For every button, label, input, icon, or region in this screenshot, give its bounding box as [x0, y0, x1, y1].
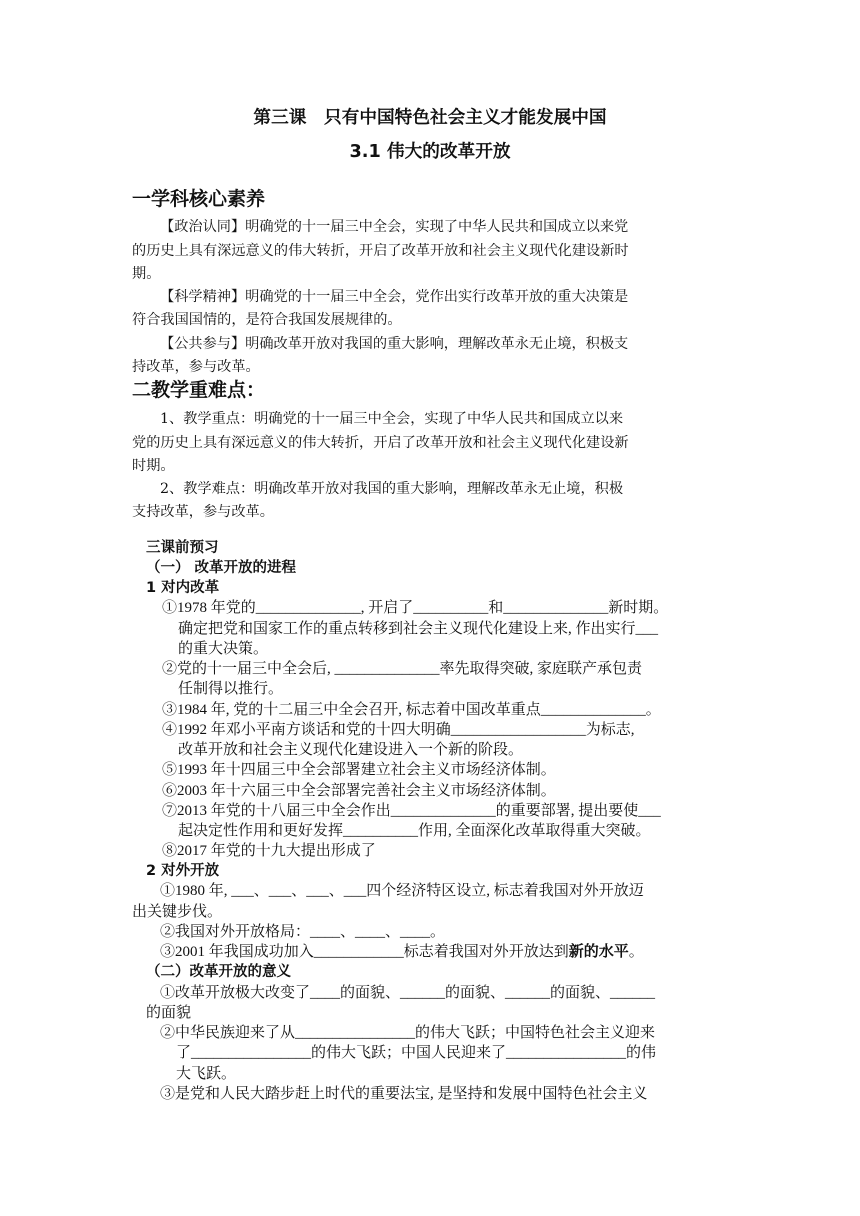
section-heading-preview: 三课前预习 [146, 540, 219, 556]
paragraph-line: 1、教学重点：明确党的十一届三中全会，实现了中华人民共和国成立以来 [160, 411, 624, 427]
page-subtitle: 3.1 伟大的改革开放 [349, 142, 511, 162]
paragraph-line: 【政治认同】明确党的十一届三中全会，实现了中华人民共和国成立以来党 [160, 219, 629, 235]
exercise-line: 的面貌 [146, 1005, 192, 1021]
paragraph-line: 持改革，参与改革。 [132, 359, 260, 375]
page-title: 第三课 只有中国特色社会主义才能发展中国 [253, 108, 607, 128]
paragraph-line: 党的历史上具有深远意义的伟大转折，开启了改革开放和社会主义现代化建设新 [132, 435, 629, 451]
paragraph-line: 时期。 [132, 458, 175, 474]
paragraph-line: 期。 [132, 266, 161, 282]
subsection-heading: （一） 改革开放的进程 [146, 560, 297, 576]
subsection-heading: （二）改革开放的意义 [146, 964, 291, 980]
exercise-line: 改革开放和社会主义现代化建设进入一个新的阶段。 [178, 742, 524, 758]
exercise-line: ⑥2003 年十六届三中全会部署完善社会主义市场经济体制。 [162, 783, 556, 799]
exercise-line: 大飞跃。 [176, 1066, 237, 1082]
exercise-line: 确定把党和国家工作的重点转移到社会主义现代化建设上来, 作出实行___ [178, 621, 659, 637]
exercise-line: 起决定性作用和更好发挥__________作用, 全面深化改革取得重大突破。 [178, 823, 651, 839]
exercise-line: 了________________的伟大飞跃；中国人民迎来了________________的伟 [176, 1045, 657, 1061]
exercise-line [160, 940, 644, 961]
paragraph-line: 2、教学难点：明确改革开放对我国的重大影响，理解改革永无止境，积极 [160, 481, 624, 497]
section-heading-core-literacy: 一学科核心素养 [132, 188, 266, 210]
paragraph-line: 符合我国国情的，是符合我国发展规律的。 [132, 312, 402, 328]
exercise-line: ⑦2013 年党的十八届三中全会作出______________的重要部署, 提出要使___ [162, 803, 661, 819]
paragraph-line: 【科学精神】明确党的十一届三中全会，党作出实行改革开放的重大决策是 [160, 289, 629, 305]
exercise-line: 出关键步伐。 [132, 904, 223, 920]
paragraph-line: 【公共参与】明确改革开放对我国的重大影响，理解改革永无止境，积极支 [160, 336, 629, 352]
exercise-line: ④1992 年邓小平南方谈话和党的十四大明确__________________为标志, [162, 722, 635, 738]
subsection-heading: 2 对外开放 [146, 863, 220, 879]
subsection-heading: 1 对内改革 [146, 580, 220, 596]
exercise-line: ①改革开放极大改变了____的面貌、______的面貌、______的面貌、______ [160, 985, 656, 1001]
exercise-line: ①1978 年党的______________, 开启了__________和______________新时期。 [162, 600, 669, 616]
exercise-line: ①1980 年, ___、___、___、___四个经济特区设立, 标志着我国对外开放迈 [160, 883, 644, 899]
section-heading-key-points: 二教学重难点： [132, 379, 266, 401]
exercise-text-bold: 新的水平 [568, 944, 629, 960]
exercise-line: 的重大决策。 [178, 641, 269, 657]
exercise-text: ③2001 年我国成功加入____________标志着我国对外开放达到 [160, 944, 569, 960]
exercise-line: ②我国对外开放格局：____、____、____。 [160, 924, 446, 940]
exercise-text: 。 [628, 944, 644, 960]
paragraph-line: 支持改革，参与改革。 [132, 504, 274, 520]
exercise-line: ②党的十一届三中全会后, ______________率先取得突破, 家庭联产承包责 [162, 661, 643, 677]
exercise-line: ③是党和人民大踏步赶上时代的重要法宝, 是坚持和发展中国特色社会主义 [160, 1086, 648, 1102]
exercise-line: ②中华民族迎来了从________________的伟大飞跃；中国特色社会主义迎来 [160, 1025, 656, 1041]
exercise-line: ⑧2017 年党的十九大提出形成了 [162, 843, 376, 859]
exercise-line: 任制得以推行。 [178, 681, 284, 697]
exercise-line: ③1984 年, 党的十二届三中全会召开, 标志着中国改革重点______________。 [162, 702, 661, 718]
exercise-line: ⑤1993 年十四届三中全会部署建立社会主义市场经济体制。 [162, 762, 556, 778]
paragraph-line: 的历史上具有深远意义的伟大转折，开启了改革开放和社会主义现代化建设新时 [132, 243, 629, 259]
